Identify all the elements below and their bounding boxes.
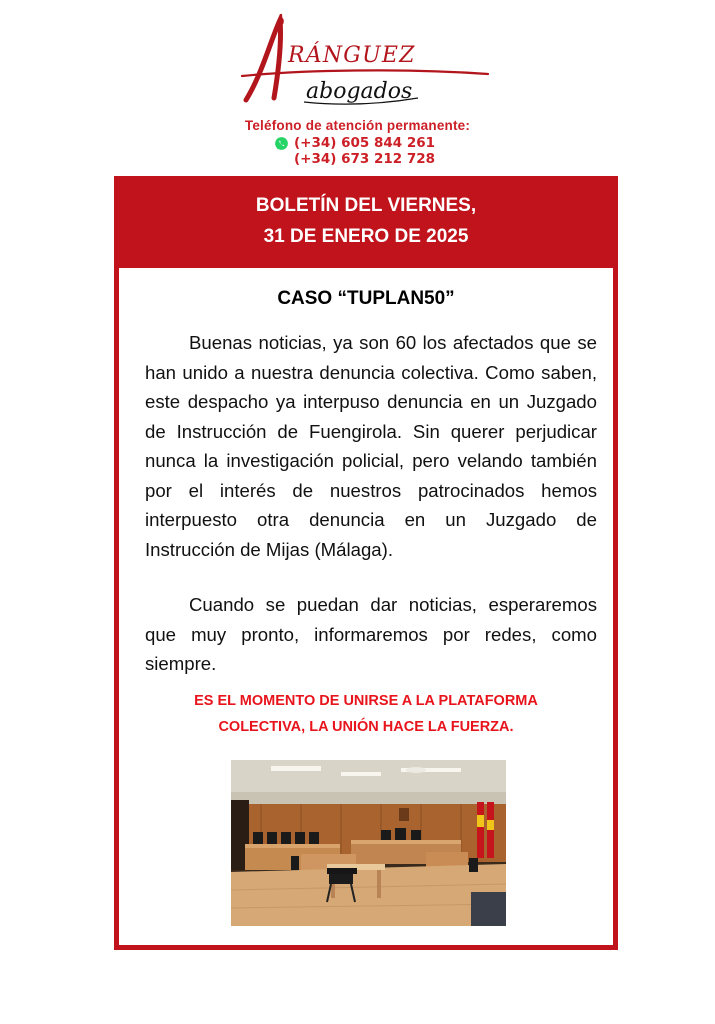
- call-to-action: [119, 688, 613, 740]
- bulletin-header: [119, 181, 613, 268]
- call-to-action-line-1: ES EL MOMENTO DE UNIRSE A LA PLATAFORMA: [194, 693, 538, 709]
- body-paragraph-1: Buenas noticias, ya son 60 los afectados que se han unido a nuestra denuncia colectiva. Como saben, este despacho ya interpuso denuncia en un Juzgado de Instrucción de Fuengirola. Sin querer perjudicar nunca la investigación policial, pero velando también por el interés de nuestros patrocinados hemos interpuesto otra denuncia en un Juzgado de Instrucción de Mijas (Málaga).: [145, 332, 597, 560]
- call-to-action-line-2: COLECTIVA, LA UNIÓN HACE LA FUERZA.: [218, 719, 514, 735]
- body-paragraph-2: Cuando se puedan dar noticias, esperaremos que muy pronto, informaremos por redes, como siempre.: [145, 594, 597, 674]
- svg-text:RÁNGUEZ: RÁNGUEZ: [288, 43, 416, 68]
- bulletin-header-line-2: 31 DE ENERO DE 2025: [263, 226, 469, 247]
- logo-subtitle: abogados: [306, 79, 413, 104]
- phone-number-2[interactable]: (+34) 673 212 728: [294, 151, 436, 167]
- contact-label: Teléfono de atención permanente:: [244, 118, 471, 133]
- case-title: CASO “TUPLAN50”: [277, 288, 455, 309]
- bulletin-frame: [114, 176, 618, 950]
- courtroom-photo: [231, 760, 506, 926]
- whatsapp-icon: [274, 136, 289, 151]
- phone-number-1[interactable]: (+34) 605 844 261: [294, 135, 436, 151]
- bulletin-header-line-1: BOLETÍN DEL VIERNES,: [255, 195, 477, 216]
- aranguez-abogados-logo: [232, 14, 492, 112]
